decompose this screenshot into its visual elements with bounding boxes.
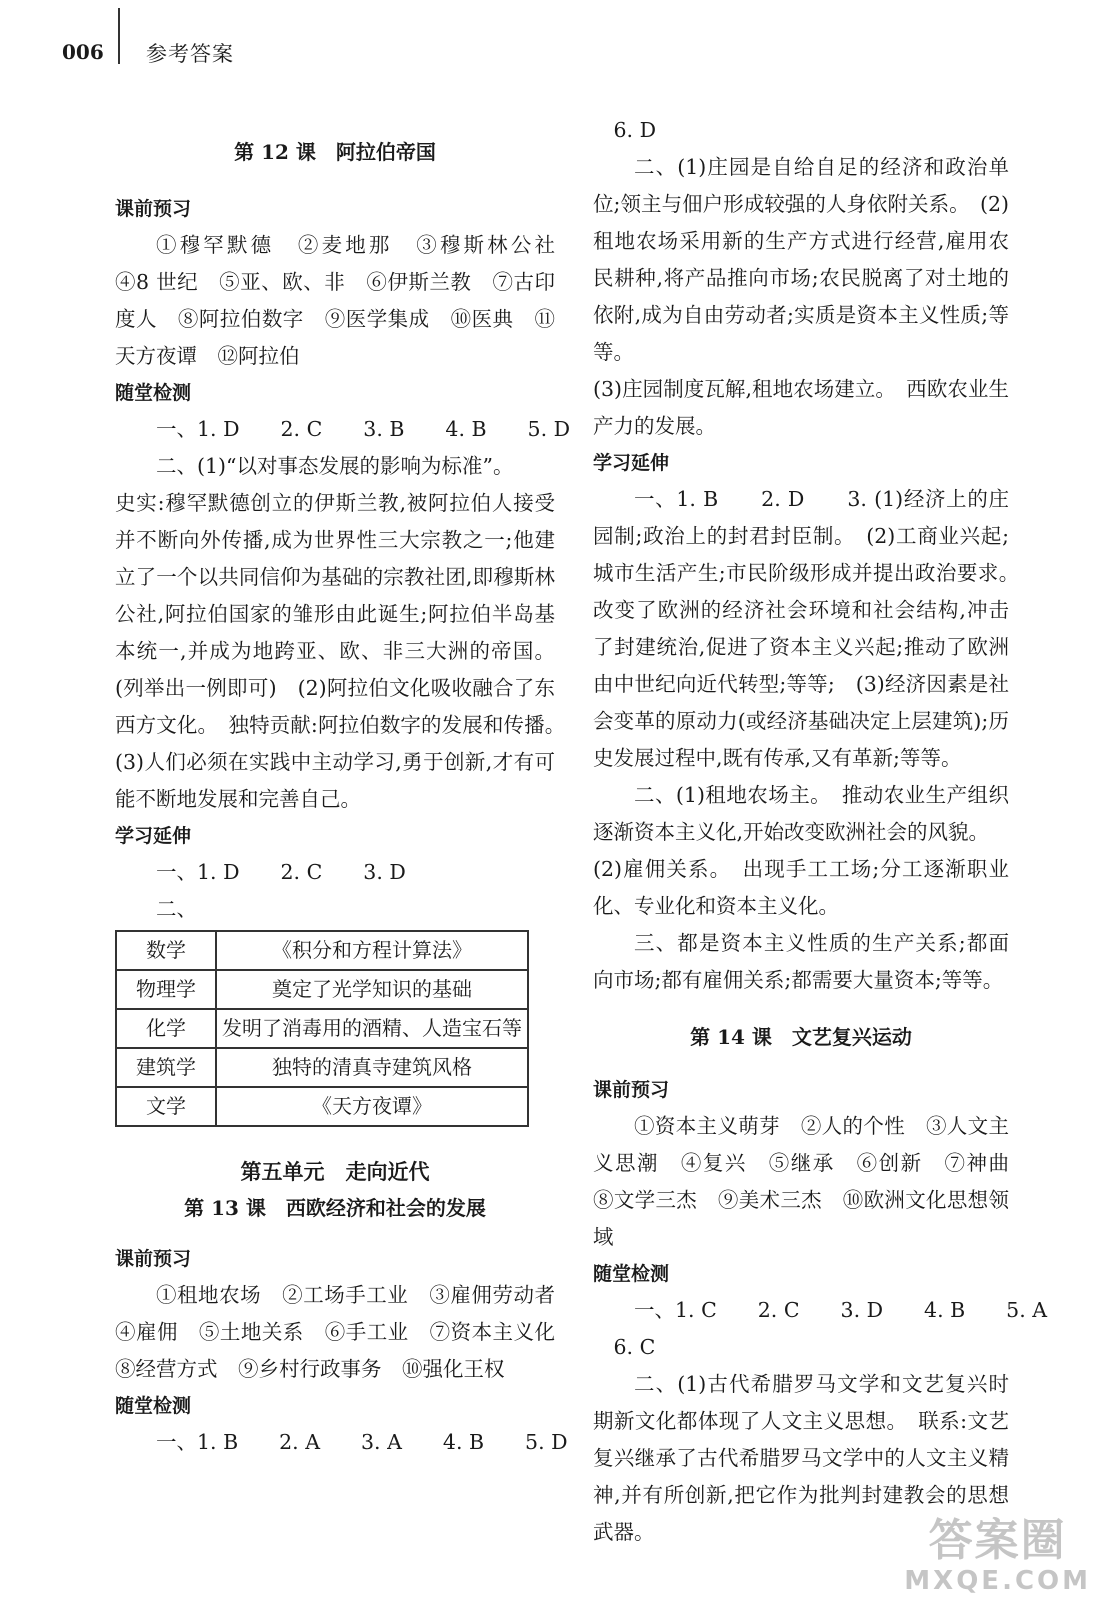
table-row bbox=[116, 1009, 528, 1048]
section-quiz: 随堂检测 bbox=[115, 1395, 192, 1417]
quiz-choice-answer-6: 6. D bbox=[613, 118, 657, 142]
preview-answers: ①穆罕默德 ②麦地那 ③穆斯林公社 ④8 世纪 ⑤亚、欧、非 ⑥伊斯兰教 ⑦古印度人 ⑧阿拉伯数字 ⑨医学集成 ⑩医典 ⑪天方夜谭 ⑫阿拉伯 bbox=[115, 233, 576, 368]
table-cell-content: 《积分和方程计算法》 bbox=[216, 931, 528, 970]
table-row bbox=[116, 931, 528, 970]
table-cell-subject: 化学 bbox=[116, 1009, 216, 1048]
watermark-logo-text: 答案圈 bbox=[928, 1515, 1067, 1566]
section-quiz: 随堂检测 bbox=[115, 382, 192, 404]
left-column bbox=[115, 134, 576, 1461]
header-divider bbox=[118, 8, 120, 64]
quiz-part2-q1: 二、(1)“以对事态发展的影响为标准”。 bbox=[156, 454, 514, 478]
section-extension: 学习延伸 bbox=[115, 825, 192, 847]
quiz-choice-answers: 一、1. C 2. C 3. D 4. B 5. A bbox=[634, 1298, 1048, 1322]
quiz-part2-body: 二、(1)古代希腊罗马文学和文艺复兴时期新文化都体现了人文主义思想。 联系:文艺复兴继承了古代希腊罗马文学中的人文主义精神,并有所创新,把它作为批判封建教会的思想武器。 bbox=[593, 1372, 1009, 1544]
table-cell-subject: 建筑学 bbox=[116, 1048, 216, 1087]
extension-choice-answers: 一、1. D 2. C 3. D bbox=[156, 860, 406, 884]
lesson-14-title: 第 14 课 文艺复兴运动 bbox=[690, 1025, 912, 1049]
extension-part2-q2: (2)雇佣关系。 出现手工工场;分工逐渐职业化、专业化和资本主义化。 bbox=[593, 857, 1009, 918]
section-extension: 学习延伸 bbox=[593, 452, 670, 474]
quiz-part2-body: 史实:穆罕默德创立的伊斯兰教,被阿拉伯人接受并不断向外传播,成为世界性三大宗教之一;他建立了一个以共同信仰为基础的宗教社团,即穆斯林公社,阿拉伯国家的雏形由此诞生;阿拉伯半岛基本统一,并成为地跨亚、欧、非三大洲的帝国。(列举出一例即可) (2)阿拉伯文化吸收融合了东西方文化。 独特贡献:阿拉伯数字的发展和传播。 (3)人们必须在实践中主动学习,勇于创新,才有可能不断地发展和完善自己。 bbox=[115, 491, 576, 811]
unit-5-title: 第五单元 走向近代 bbox=[240, 1159, 430, 1184]
table-cell-content: 独特的清真寺建筑风格 bbox=[216, 1048, 528, 1087]
section-preview: 课前预习 bbox=[115, 1248, 192, 1270]
lesson-12-title: 第 12 课 阿拉伯帝国 bbox=[234, 140, 436, 164]
table-row bbox=[116, 970, 528, 1009]
site-watermark bbox=[904, 1516, 1091, 1596]
table-cell-content: 《天方夜谭》 bbox=[216, 1087, 528, 1126]
extension-part2-label: 二、 bbox=[156, 897, 197, 921]
quiz-part2-q3: (3)庄园制度瓦解,租地农场建立。 西欧农业生产力的发展。 bbox=[593, 377, 1009, 438]
quiz-part2-body: 二、(1)庄园是自给自足的经济和政治单位;领主与佃户形成较强的人身依附关系。 (2)租地农场采用新的生产方式进行经营,雇用农民耕种,将产品推向市场;农民脱离了对土地的依附,成为自由劳动者;实质是资本主义性质;等等。 bbox=[593, 155, 1009, 364]
table-cell-content: 发明了消毒用的酒精、人造宝石等 bbox=[216, 1009, 528, 1048]
page-number: 006 bbox=[62, 40, 104, 64]
preview-answers: ①租地农场 ②工场手工业 ③雇佣劳动者 ④雇佣 ⑤土地关系 ⑥手工业 ⑦资本主义化 ⑧经营方式 ⑨乡村行政事务 ⑩强化王权 bbox=[115, 1283, 576, 1381]
quiz-choice-answer-6: 6. C bbox=[613, 1335, 656, 1359]
table-cell-content: 奠定了光学知识的基础 bbox=[216, 970, 528, 1009]
table-cell-subject: 数学 bbox=[116, 931, 216, 970]
quiz-choice-answers: 一、1. D 2. C 3. B 4. B 5. D bbox=[156, 417, 571, 441]
preview-answers: ①资本主义萌芽 ②人的个性 ③人文主义思潮 ④复兴 ⑤继承 ⑥创新 ⑦神曲 ⑧文学三杰 ⑨美术三杰 ⑩欧洲文化思想领域 bbox=[593, 1114, 1030, 1249]
table-row bbox=[116, 1048, 528, 1087]
header-title: 参考答案 bbox=[146, 42, 234, 66]
section-preview: 课前预习 bbox=[115, 198, 192, 220]
watermark-url: MXQE.COM bbox=[904, 1566, 1091, 1596]
extension-part3: 三、都是资本主义性质的生产关系;都面向市场;都有雇佣关系;都需要大量资本;等等。 bbox=[593, 931, 1009, 992]
table-row bbox=[116, 1087, 528, 1126]
quiz-choice-answers: 一、1. B 2. A 3. A 4. B 5. D bbox=[156, 1430, 568, 1454]
table-cell-subject: 物理学 bbox=[116, 970, 216, 1009]
contributions-table bbox=[115, 930, 529, 1127]
extension-part1-body: 一、1. B 2. D 3. (1)经济上的庄园制;政治上的封君封臣制。 (2)工商业兴起;城市生活产生;市民阶级形成并提出政治要求。 改变了欧洲的经济社会环境和社会结构,冲击了封建统治,促进了资本主义兴起;推动了欧洲由中世纪向近代转型;等等; (3)经济因素是社会变革的原动力(或经济基础决定上层建筑);历史发展过程中,既有传承,又有革新;等等。 bbox=[593, 487, 1030, 770]
lesson-13-title: 第 13 课 西欧经济和社会的发展 bbox=[184, 1196, 486, 1220]
extension-part2-q1: 二、(1)租地农场主。 推动农业生产组织逐渐资本主义化,开始改变欧洲社会的风貌。 bbox=[593, 783, 1009, 844]
table-cell-subject: 文学 bbox=[116, 1087, 216, 1126]
section-quiz: 随堂检测 bbox=[593, 1263, 670, 1285]
section-preview: 课前预习 bbox=[593, 1079, 670, 1101]
